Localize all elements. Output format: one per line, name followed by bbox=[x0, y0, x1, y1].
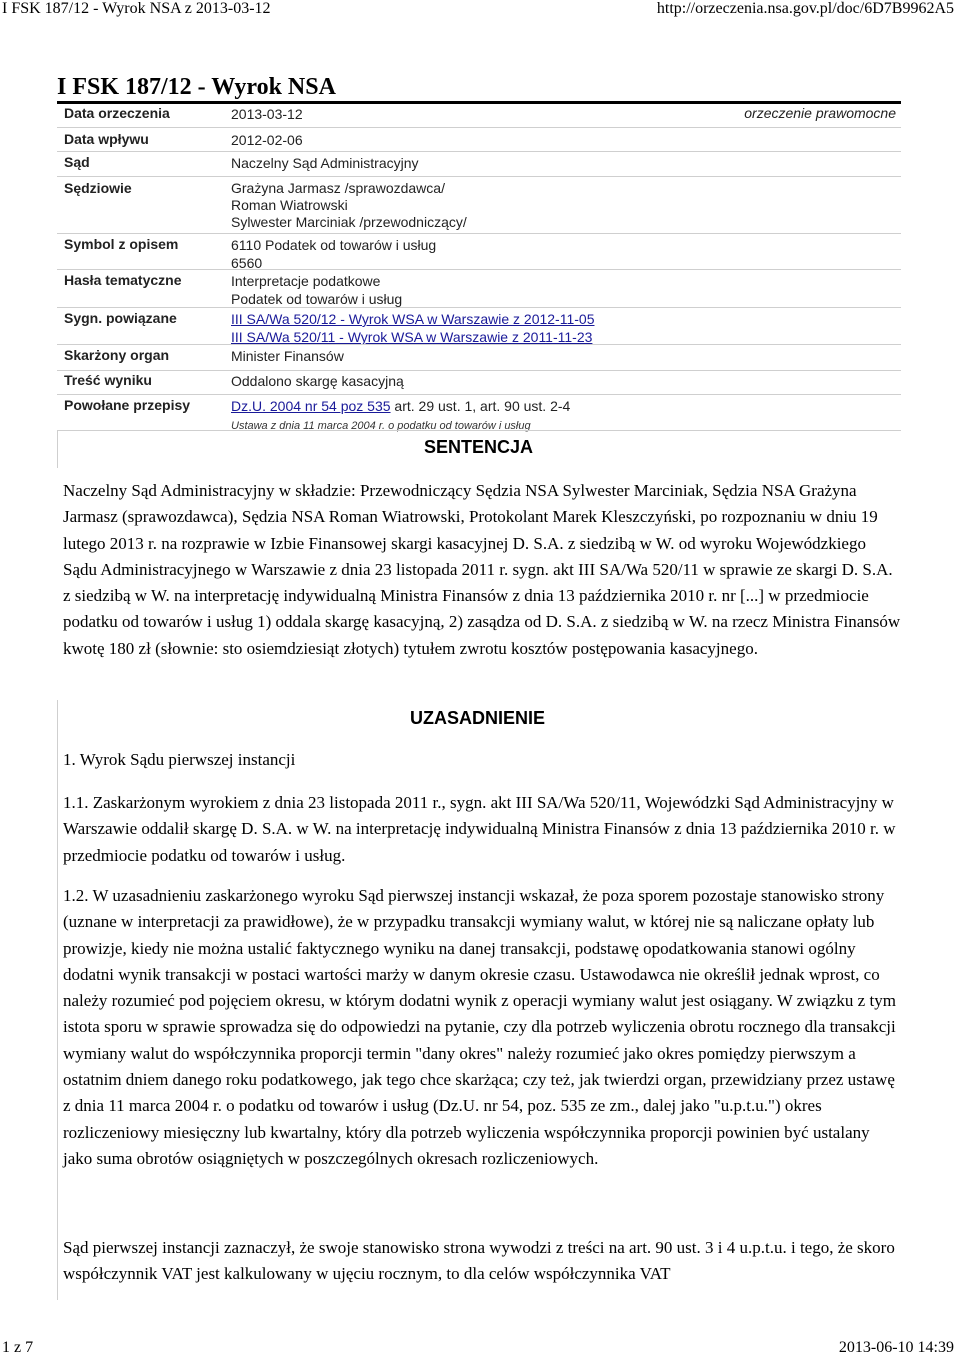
row-divider bbox=[57, 430, 901, 431]
uzasadnienie-paragraph-3: Sąd pierwszej instancji zaznaczył, że swoje stanowisko strona wywodzi z treści na art. 90 ust. 3 i 4 u.p.t.u. i tego, że skoro współczynnik VAT jest kalkulowany w ujęciu rocznym, to dla celów współczynnika VAT bbox=[63, 1238, 895, 1284]
meta-value: Minister Finansów bbox=[231, 348, 344, 364]
status-label: orzeczenie prawomocne bbox=[744, 105, 896, 121]
meta-label: Data wpływu bbox=[64, 131, 149, 147]
page-header-url[interactable]: http://orzeczenia.nsa.gov.pl/doc/6D7B9962A5 bbox=[656, 0, 954, 17]
related-judgment-link[interactable]: III SA/Wa 520/12 - Wyrok WSA w Warszawie z 2012-11-05 bbox=[231, 311, 595, 327]
meta-value: Oddalono skargę kasacyjną bbox=[231, 373, 404, 389]
meta-label: Sędziowie bbox=[64, 180, 132, 196]
metadata-top-rule bbox=[57, 101, 901, 104]
meta-label: Sąd bbox=[64, 154, 90, 170]
sentencja-paragraph: Naczelny Sąd Administracyjny w składzie: Przewodniczący Sędzia NSA Sylwester Marciniak, Sędzia NSA Grażyna Jarmasz (sprawozdawca), Sędzia NSA Roman Wiatrowski, Protokolant Marek Kleszczyński, po rozpoznaniu w dniu 19 lutego 2013 r. na rozprawie w Izbie Finansowej skargi kasacyjnej D. S.A. z siedzibą w W. od wyroku Wojewódzkiego Sądu Administracyjnego w Warszawie z dnia 23 listopada 2011 r. sygn. akt III SA/Wa 520/11 w sprawie ze skargi D. S.A. z siedzibą w W. na interpretację indywidualną Ministra Finansów z dnia 13 października 2010 r. nr [...] w przedmiocie podatku od towarów i usług 1) oddala skargę kasacyjną, 2) zasądza od D. S.A. z siedzibą w W. na rzecz Ministra Finansów kwotę 180 zł (słownie: sto osiemdziesiąt złotych) tytułem zwrotu kosztów postępowania kasacyjnego. bbox=[63, 481, 901, 658]
meta-value bbox=[231, 180, 467, 231]
related-judgment-link[interactable]: III SA/Wa 520/11 - Wyrok WSA w Warszawie z 2011-11-23 bbox=[231, 329, 593, 345]
row-divider bbox=[57, 344, 901, 345]
meta-label: Hasła tematyczne bbox=[64, 272, 182, 288]
meta-label: Sygn. powiązane bbox=[64, 310, 177, 326]
row-divider bbox=[57, 269, 901, 270]
meta-value bbox=[231, 236, 436, 272]
meta-value: Naczelny Sąd Administracyjny bbox=[231, 155, 419, 171]
row-divider bbox=[57, 233, 901, 234]
section-left-border bbox=[57, 700, 58, 1300]
symbol-line: 6560 bbox=[231, 255, 263, 271]
print-timestamp: 2013-06-10 14:39 bbox=[838, 1339, 954, 1356]
page-number: 1 z 7 bbox=[2, 1339, 34, 1356]
meta-label: Data orzeczenia bbox=[64, 105, 170, 121]
uzasadnienie-paragraph-1-1: 1.1. Zaskarżonym wyrokiem z dnia 23 listopada 2011 r., sygn. akt III SA/Wa 520/11, Wojewódzki Sąd Administracyjny w Warszawie oddalił skargę D. S.A. w W. na interpretację indywidualną Ministra Finansów z dnia 13 października 2010 r. w przedmiocie podatku od towarów i usług. bbox=[63, 793, 896, 865]
topic-line: Podatek od towarów i usług bbox=[231, 291, 403, 307]
meta-value bbox=[231, 272, 402, 308]
uzasadnienie-subheading: 1. Wyrok Sądu pierwszej instancji bbox=[63, 750, 296, 769]
row-divider bbox=[57, 176, 901, 177]
meta-label: Powołane przepisy bbox=[64, 397, 191, 413]
judge-name: Sylwester Marciniak /przewodniczący/ bbox=[231, 214, 467, 230]
regulation-link[interactable]: Dz.U. 2004 nr 54 poz 535 bbox=[231, 398, 391, 414]
uzasadnienie-paragraph-1-2: 1.2. W uzasadnieniu zaskarżonego wyroku Sąd pierwszej instancji wskazał, że poza sporem pozostaje stanowisko strony (uznane w interpretacji za prawidłowe), że w przypadku transakcji wymiany walut, w której nie są naliczane opłaty lub prowizje, kiedy nie można ustalić faktycznego wyniku na danej transakcji, podstawę opodatkowania stanowi ogólny dodatni wynik transakcji w postaci wartości marży w danym okresie czasu. Ustawodawca nie określił jednak wprost, co należy rozumieć pod pojęciem okresu, w którym dodatni wynik z operacji wymiany walut jest osiągany. W związku z tym istota sporu w sprawie sprowadza się do odpowiedzi na pytanie, czy dla potrzeb wyliczenia obrotu rocznego dla transakcji wymiany walut do współczynnika proporcji termin "dany okres" należy rozumieć jako okres pomiędzy pierwszym a ostatnim dniem danego roku podatkowego, jak tego chce skarżąca; czy też, jak twierdzi organ, przewidziany przez ustawę z dnia 11 marca 2004 r. o podatku od towarów i usług (Dz.U. nr 54, poz. 535 ze zm., dalej jako "u.p.t.u.") okres rozliczeniowy miesięczny lub kwartalny, który dla potrzeb wyliczenia współczynnika proporcji powinien być ustalany jako suma obrotów osiągniętych w poszczególnych okresach rozliczeniowych. bbox=[63, 886, 896, 1168]
topic-line: Interpretacje podatkowe bbox=[231, 273, 381, 289]
meta-value: 2013-03-12 bbox=[231, 106, 303, 122]
meta-label: Skarżony organ bbox=[64, 347, 170, 363]
meta-value bbox=[231, 310, 594, 346]
row-divider bbox=[57, 307, 901, 308]
meta-value: 2012-02-06 bbox=[231, 132, 303, 148]
row-divider bbox=[57, 394, 901, 395]
sentencja-heading: SENTENCJA bbox=[424, 437, 534, 457]
document-title: I FSK 187/12 - Wyrok NSA bbox=[57, 74, 336, 100]
regulation-articles: art. 29 ust. 1, art. 90 ust. 2-4 bbox=[390, 398, 571, 414]
row-divider bbox=[57, 370, 901, 371]
uzasadnienie-heading: UZASADNIENIE bbox=[410, 708, 546, 728]
meta-label: Symbol z opisem bbox=[64, 236, 179, 252]
symbol-line: 6110 Podatek od towarów i usług bbox=[231, 237, 437, 253]
judge-name: Roman Wiatrowski bbox=[231, 197, 348, 213]
row-divider bbox=[57, 151, 901, 152]
regulation-note: Ustawa z dnia 11 marca 2004 r. o podatku od towarów i usług bbox=[231, 420, 531, 432]
page-header-title: I FSK 187/12 - Wyrok NSA z 2013-03-12 bbox=[2, 0, 271, 17]
judge-name: Grażyna Jarmasz /sprawozdawca/ bbox=[231, 180, 445, 196]
row-divider bbox=[57, 127, 901, 128]
section-left-border bbox=[57, 430, 58, 468]
meta-label: Treść wyniku bbox=[64, 372, 152, 388]
